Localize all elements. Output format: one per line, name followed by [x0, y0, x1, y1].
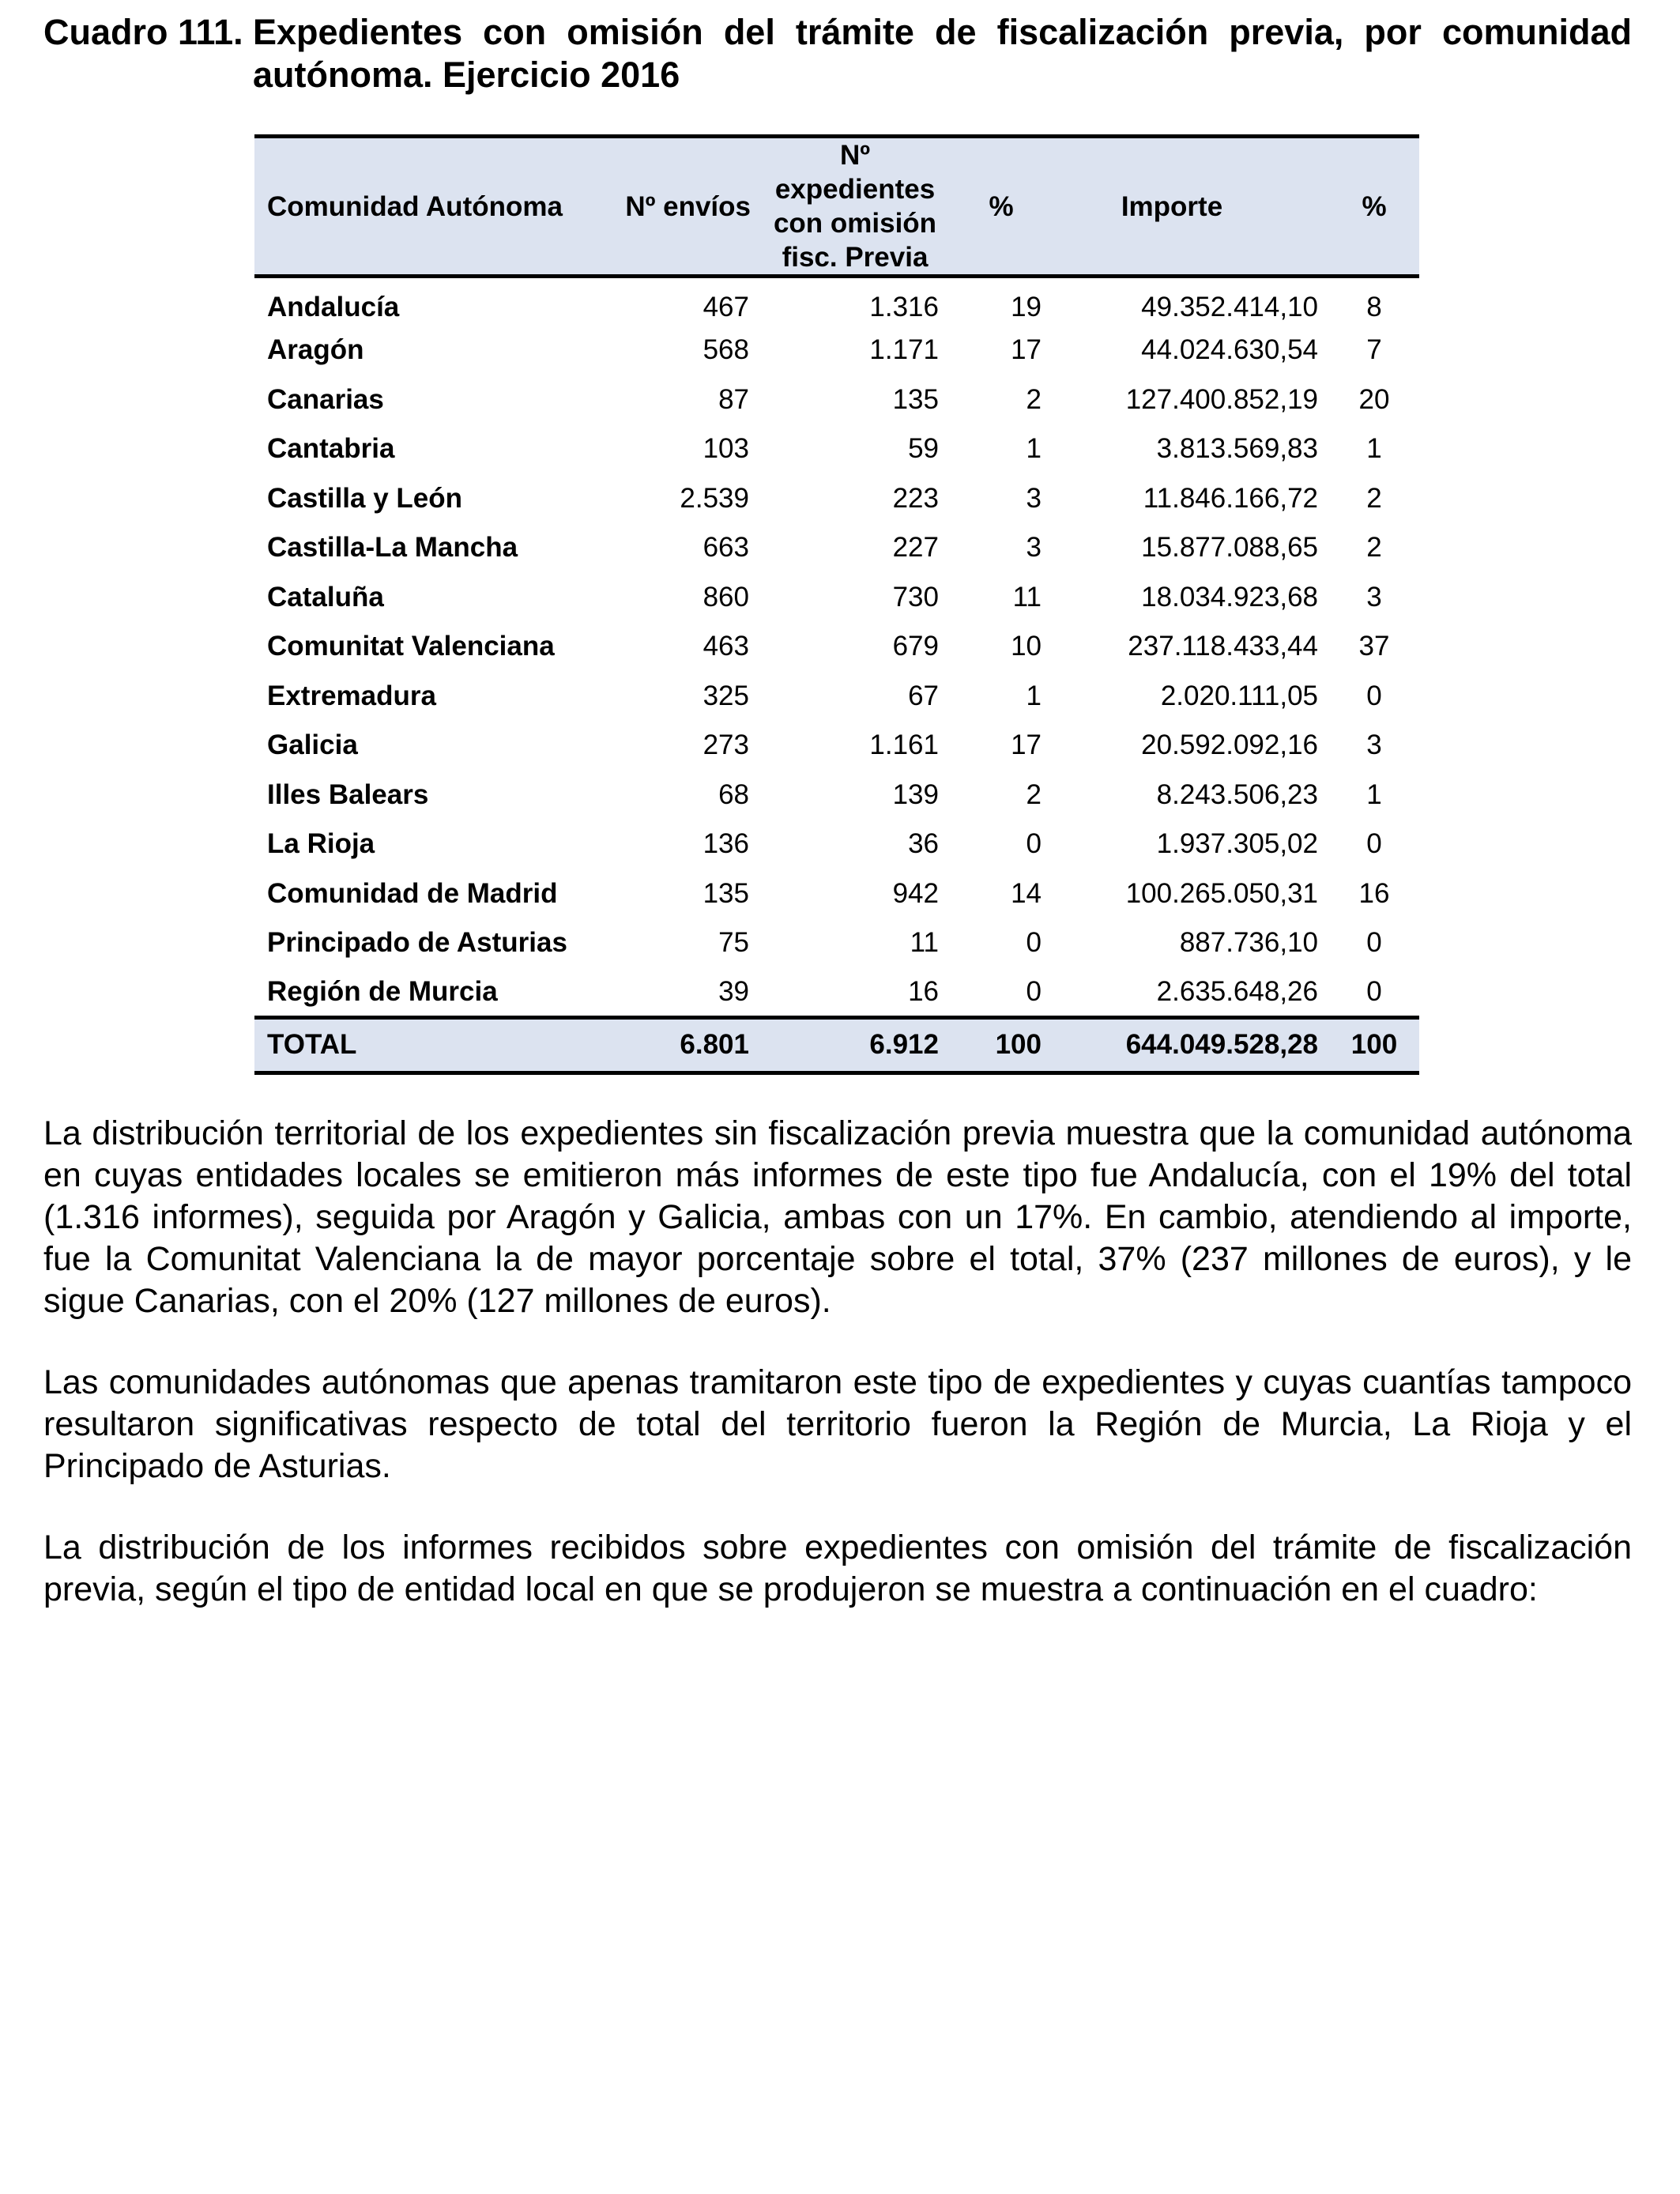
table-row — [254, 474, 1419, 524]
table-body — [254, 277, 1419, 1018]
cell-envios: 75 — [718, 927, 749, 959]
header-row — [254, 137, 1419, 277]
table-row — [254, 326, 1419, 375]
cell-community: La Rioja — [267, 828, 375, 860]
cell-expedientes: 135 — [892, 383, 939, 415]
cell-pct-importe: 7 — [1366, 334, 1382, 366]
cell-pct-expedientes: 1 — [1026, 680, 1042, 711]
paragraph: La distribución de los informes recibidos sobre expedientes con omisión del trámite de fiscalización previa, según el tipo de entidad local en que se produjeron se muestra a continuación en el cuadro: — [43, 1529, 1632, 1608]
total-importe: 644.049.528,28 — [1125, 1029, 1318, 1060]
cell-pct-importe: 0 — [1366, 680, 1382, 711]
cell-pct-importe: 2 — [1366, 482, 1382, 514]
cell-expedientes: 1.161 — [869, 729, 939, 761]
cell-pct-expedientes: 2 — [1026, 383, 1042, 415]
cell-envios: 467 — [703, 292, 749, 322]
total-pct-importe: 100 — [1350, 1029, 1398, 1060]
cell-expedientes: 11 — [910, 927, 939, 959]
total-envios: 6.801 — [680, 1029, 749, 1060]
table-row — [254, 573, 1419, 623]
cell-community: Cataluña — [267, 581, 384, 613]
cell-pct-expedientes: 0 — [1026, 927, 1042, 959]
paragraph: La distribución territorial de los expedientes sin fiscalización previa muestra que la comunidad autónoma en cuyas entidades locales se emitieron más informes de este tipo fue Andalucía, con el 19% del total (1.316 informes), seguida por Aragón y Galicia, ambas con un 17%. En cambio, atendiendo al importe, fue la Comunitat Valenciana la de mayor porcentaje sobre el total, 37% (237 millones de euros), y le sigue Canarias, con el 20% (127 millones de euros). — [43, 1114, 1632, 1320]
cell-importe: 20.592.092,16 — [1141, 729, 1318, 761]
table-row — [254, 622, 1419, 672]
table-row — [254, 820, 1419, 869]
cell-expedientes: 679 — [892, 631, 939, 662]
cell-importe: 1.937.305,02 — [1156, 828, 1318, 860]
cell-pct-expedientes: 17 — [1011, 334, 1042, 366]
data-table-container — [254, 134, 1419, 1075]
cell-importe: 127.400.852,19 — [1125, 383, 1318, 415]
cell-pct-importe: 2 — [1366, 532, 1382, 564]
cell-pct-expedientes: 3 — [1026, 532, 1042, 564]
table-caption — [43, 11, 1632, 96]
cell-community: Cantabria — [267, 433, 395, 465]
cell-community: Castilla-La Mancha — [267, 532, 518, 564]
header-pct-expedientes: % — [989, 190, 1014, 222]
cell-community: Aragón — [267, 334, 364, 366]
cell-importe: 237.118.433,44 — [1128, 631, 1318, 662]
cell-envios: 135 — [703, 877, 749, 909]
cell-pct-importe: 3 — [1366, 729, 1382, 761]
cell-envios: 103 — [703, 433, 749, 465]
total-row — [254, 1017, 1419, 1072]
table-row — [254, 869, 1419, 919]
cell-community: Illes Balears — [267, 778, 429, 810]
cell-pct-importe: 16 — [1358, 877, 1390, 909]
cell-pct-importe: 1 — [1366, 778, 1382, 810]
cell-expedientes: 1.171 — [869, 334, 939, 366]
cell-envios: 325 — [703, 680, 749, 711]
table-row — [254, 918, 1419, 968]
table-row — [254, 721, 1419, 771]
cell-expedientes: 730 — [892, 581, 939, 613]
cell-expedientes: 139 — [892, 778, 939, 810]
total-expedientes: 6.912 — [869, 1029, 939, 1060]
cell-expedientes: 1.316 — [869, 292, 939, 322]
cell-pct-expedientes: 17 — [1011, 729, 1042, 761]
table-row — [254, 968, 1419, 1018]
caption-label: Cuadro 111. — [43, 12, 243, 52]
cell-expedientes: 223 — [892, 482, 939, 514]
cell-community: Comunitat Valenciana — [267, 631, 555, 662]
cell-pct-importe: 0 — [1366, 975, 1382, 1007]
cell-pct-expedientes: 2 — [1026, 778, 1042, 810]
cell-community: Principado de Asturias — [267, 927, 567, 959]
cell-community: Galicia — [267, 729, 358, 761]
cell-pct-expedientes: 19 — [1011, 292, 1042, 322]
cell-pct-expedientes: 14 — [1011, 877, 1042, 909]
body-text — [43, 1113, 1632, 1650]
cell-pct-expedientes: 11 — [1012, 581, 1042, 613]
cell-envios: 663 — [703, 532, 749, 564]
cell-envios: 39 — [718, 975, 749, 1007]
header-importe: Importe — [1121, 190, 1223, 222]
cell-importe: 3.813.569,83 — [1156, 433, 1318, 465]
cell-envios: 568 — [703, 334, 749, 366]
cell-pct-expedientes: 0 — [1026, 975, 1042, 1007]
cell-pct-expedientes: 10 — [1011, 631, 1042, 662]
cell-pct-importe: 1 — [1366, 433, 1382, 465]
cell-envios: 2.539 — [680, 482, 749, 514]
cell-pct-importe: 8 — [1366, 292, 1382, 322]
cell-expedientes: 67 — [908, 680, 939, 711]
paragraph: Las comunidades autónomas que apenas tramitaron este tipo de expedientes y cuyas cuantías tampoco resultaron significativas respecto de total del territorio fueron la Región de Murcia, La Rioja y el Principado de Asturias. — [43, 1363, 1632, 1485]
cell-importe: 887.736,10 — [1179, 927, 1318, 959]
header-envios: Nº envíos — [625, 190, 751, 222]
cell-expedientes: 16 — [908, 975, 939, 1007]
cell-importe: 49.352.414,10 — [1141, 292, 1318, 322]
cell-pct-importe: 20 — [1358, 383, 1390, 415]
cell-expedientes: 59 — [908, 433, 939, 465]
cell-importe: 11.846.166,72 — [1143, 482, 1318, 514]
cell-community: Andalucía — [267, 292, 400, 322]
cell-pct-importe: 0 — [1366, 828, 1382, 860]
cell-community: Región de Murcia — [267, 975, 498, 1007]
cell-importe: 18.034.923,68 — [1141, 581, 1318, 613]
cell-community: Canarias — [267, 383, 384, 415]
cell-envios: 87 — [718, 383, 749, 415]
table-header — [254, 137, 1419, 277]
cell-pct-expedientes: 3 — [1026, 482, 1042, 514]
cell-envios: 136 — [703, 828, 749, 860]
table-row — [254, 277, 1419, 326]
cell-expedientes: 942 — [892, 877, 939, 909]
header-expedientes-line: Nº expedientes — [774, 140, 936, 205]
total-pct-expedientes: 100 — [995, 1029, 1042, 1060]
cell-envios: 273 — [703, 729, 749, 761]
table-row — [254, 523, 1419, 573]
table-row — [254, 375, 1419, 425]
header-expedientes-line: fisc. Previa — [782, 242, 929, 273]
cell-pct-importe: 37 — [1358, 631, 1390, 662]
cell-envios: 463 — [703, 631, 749, 662]
cell-importe: 2.020.111,05 — [1160, 680, 1318, 711]
cell-community: Castilla y León — [267, 482, 463, 514]
header-pct-importe: % — [1362, 190, 1387, 222]
cell-importe: 100.265.050,31 — [1125, 877, 1318, 909]
table-row — [254, 424, 1419, 474]
cell-importe: 8.243.506,23 — [1156, 778, 1318, 810]
cell-expedientes: 36 — [908, 828, 939, 860]
caption-title: Expedientes con omisión del trámite de fiscalización previa, por comunidad autónoma. Ejercicio 2016 — [253, 12, 1632, 95]
table-row — [254, 672, 1419, 722]
cell-community: Extremadura — [267, 680, 436, 711]
cell-pct-importe: 3 — [1366, 581, 1382, 613]
header-expedientes-line: con omisión — [773, 208, 937, 239]
cell-envios: 68 — [718, 778, 749, 810]
total-label: TOTAL — [267, 1029, 357, 1060]
cell-pct-importe: 0 — [1366, 927, 1382, 959]
table-footer — [254, 1017, 1419, 1072]
cell-importe: 44.024.630,54 — [1141, 334, 1318, 366]
cell-importe: 2.635.648,26 — [1156, 975, 1318, 1007]
header-community: Comunidad Autónoma — [267, 190, 563, 222]
cell-importe: 15.877.088,65 — [1141, 532, 1318, 564]
cell-expedientes: 227 — [892, 532, 939, 564]
cell-community: Comunidad de Madrid — [267, 877, 558, 909]
cell-pct-expedientes: 0 — [1026, 828, 1042, 860]
data-table — [254, 134, 1419, 1075]
cell-pct-expedientes: 1 — [1026, 433, 1042, 465]
table-row — [254, 771, 1419, 820]
cell-envios: 860 — [703, 581, 749, 613]
header-expedientes — [760, 137, 950, 277]
